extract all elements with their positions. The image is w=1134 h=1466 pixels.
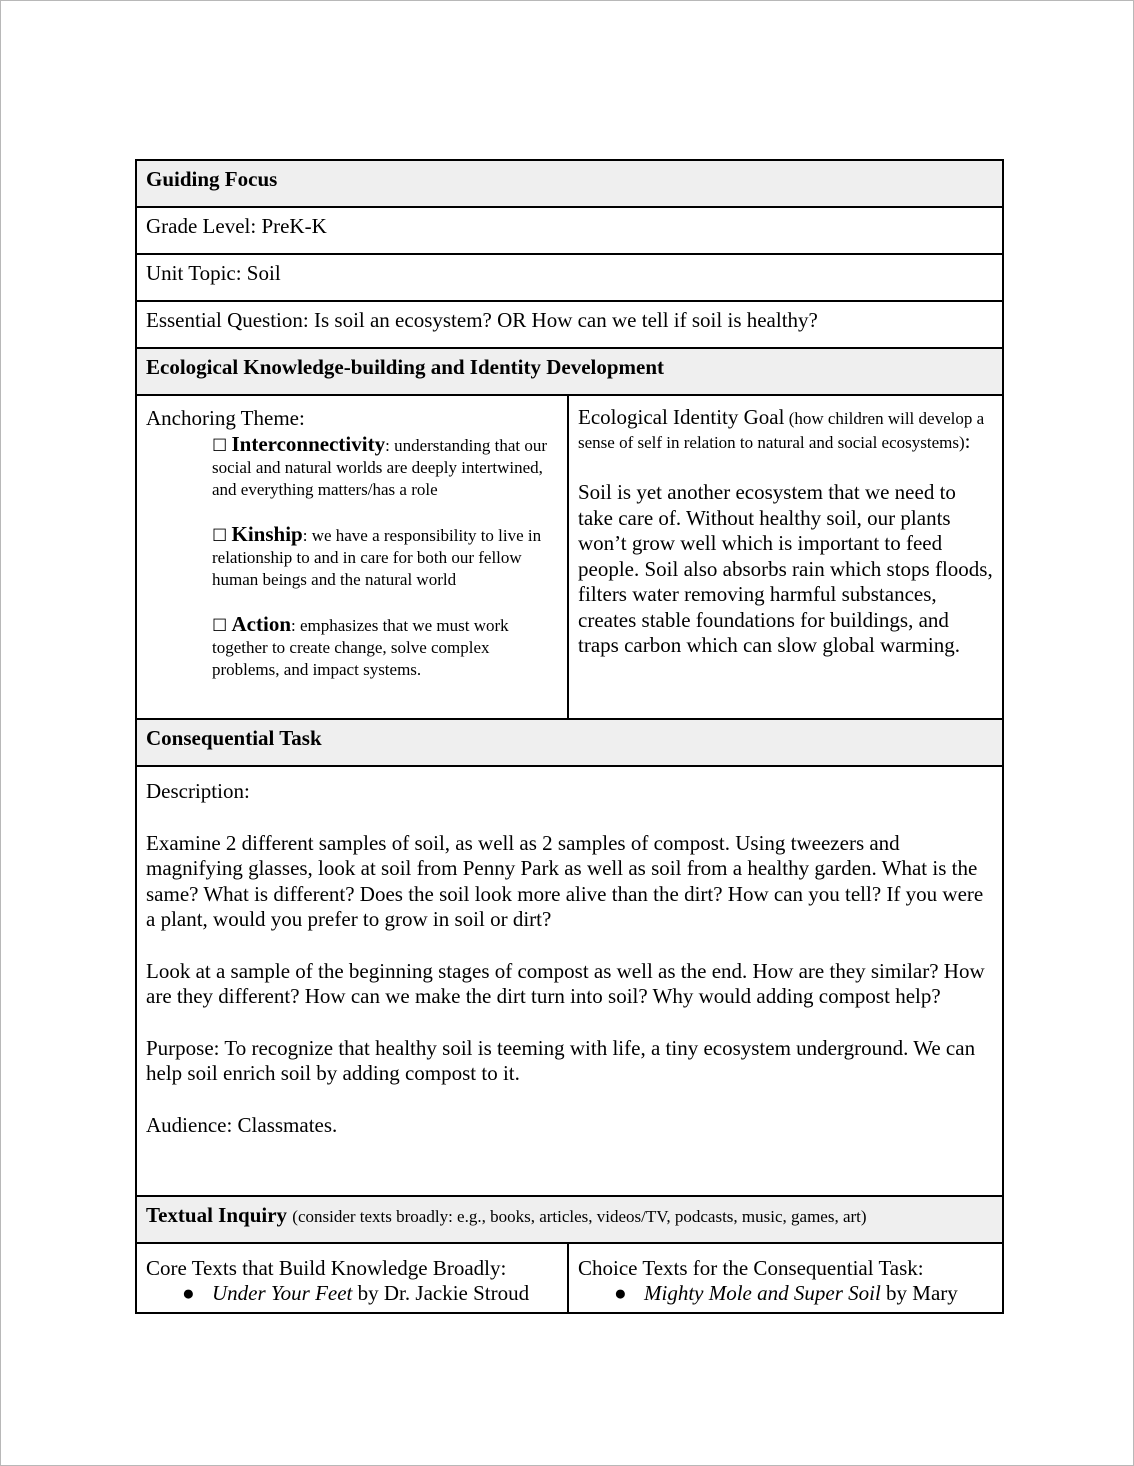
theme-kinship [212, 523, 559, 591]
checkbox-icon[interactable]: ☐ [212, 526, 228, 545]
description-label: Description: [146, 779, 250, 803]
anchoring-theme-cell [136, 395, 568, 719]
identity-goal-subtitle: (how children will develop a sense of self in relation to natural and social ecosystems) [578, 409, 985, 452]
book-author: by Dr. Jackie Stroud [352, 1281, 530, 1305]
choice-text-item [614, 1281, 994, 1306]
identity-goal-heading [578, 406, 994, 454]
consequential-task-header: Consequential Task [136, 719, 1003, 766]
textual-inquiry-header [136, 1196, 1003, 1243]
core-texts-label: Core Texts that Build Knowledge Broadly: [146, 1256, 507, 1280]
bullet-icon: ● [182, 1281, 195, 1305]
identity-goal-title: Ecological Identity Goal [578, 405, 785, 429]
identity-goal-colon: : [964, 429, 971, 453]
checkbox-icon[interactable]: ☐ [212, 436, 228, 455]
theme-list [212, 433, 559, 681]
core-texts-cell [136, 1243, 568, 1313]
book-title: Mighty Mole and Super Soil [644, 1281, 881, 1305]
grade-level: Grade Level: PreK-K [136, 207, 1003, 254]
essential-question: Essential Question: Is soil an ecosystem? OR How can we tell if soil is healthy? [136, 301, 1003, 348]
theme-interconnectivity [212, 433, 559, 501]
identity-goal-cell [568, 395, 1003, 719]
task-paragraph-2: Look at a sample of the beginning stages of compost as well as the end. How are they similar? How are they different? How can we make the dirt turn into soil? Why would adding compost help? [146, 958, 985, 1008]
lesson-plan-table [135, 159, 1004, 1314]
theme-action [212, 613, 559, 681]
choice-texts-cell [568, 1243, 1003, 1313]
unit-topic: Unit Topic: Soil [136, 254, 1003, 301]
textual-inquiry-title: Textual Inquiry [146, 1203, 288, 1227]
theme-desc: : emphasizes that we must work together to create change, solve complex problems, and impact systems. [212, 616, 509, 679]
task-purpose: Purpose: To recognize that healthy soil is teeming with life, a tiny ecosystem underground. We can help soil enrich soil by adding compost to it. [146, 1035, 976, 1085]
book-author: by Mary [880, 1281, 958, 1305]
theme-name: Interconnectivity [231, 432, 386, 456]
theme-name: Action [231, 612, 291, 636]
checkbox-icon[interactable]: ☐ [212, 616, 228, 635]
bullet-icon: ● [614, 1281, 627, 1305]
task-paragraph-1: Examine 2 different samples of soil, as well as 2 samples of compost. Using tweezers and magnifying glasses, look at soil from Penny Park as well as soil from a healthy garden. What is the same? What is different? Does the soil look more alive than the dirt? How can you tell? If you were a plant, would you prefer to grow in soil or dirt? [146, 830, 984, 931]
identity-goal-body: Soil is yet another ecosystem that we need to take care of. Without healthy soil, our plants won’t grow well which is important to feed people. Soil also absorbs rain which stops floods, filters water removing harmful substances, creates stable foundations for buildings, and traps carbon which can slow global warming. [578, 480, 993, 657]
book-title: Under Your Feet [212, 1281, 353, 1305]
consequential-task-body [136, 766, 1003, 1196]
task-audience: Audience: Classmates. [146, 1112, 338, 1137]
theme-desc: : understanding that our social and natural worlds are deeply intertwined, and everything matters/has a role [212, 436, 548, 499]
guiding-focus-header: Guiding Focus [136, 160, 1003, 207]
core-text-item [182, 1281, 559, 1306]
anchoring-theme-label: Anchoring Theme: [146, 406, 305, 430]
theme-desc: : we have a responsibility to live in relationship to and in care for both our fellow human beings and the natural world [212, 526, 542, 589]
choice-texts-label: Choice Texts for the Consequential Task: [578, 1256, 924, 1280]
theme-name: Kinship [231, 522, 303, 546]
ecological-header: Ecological Knowledge-building and Identity Development [136, 348, 1003, 395]
textual-inquiry-note: (consider texts broadly: e.g., books, articles, videos/TV, podcasts, music, games, art) [292, 1207, 867, 1226]
